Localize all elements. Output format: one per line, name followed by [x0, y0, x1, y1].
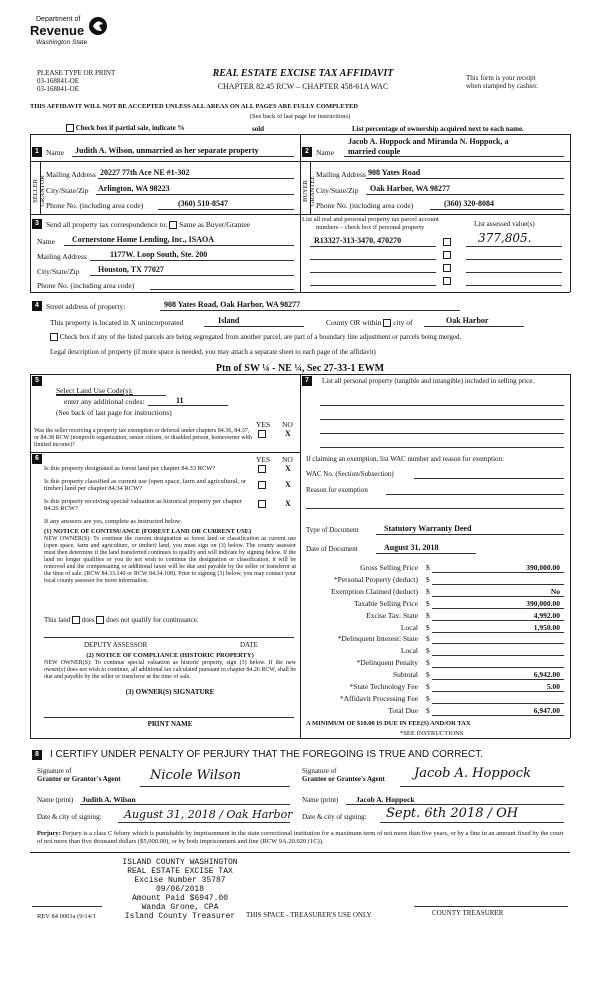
see-instructions: *SEE INSTRUCTIONS [400, 730, 464, 737]
treasurer-stamp [100, 858, 260, 921]
calc-label: Subtotal [392, 670, 418, 680]
sec6-q1-yes[interactable] [258, 465, 266, 473]
calc-dollar: $ [426, 693, 430, 703]
calc-dollar: $ [426, 586, 430, 596]
sec5-no: NO [282, 420, 293, 429]
luc-label: Select Land Use Code(s): [56, 386, 133, 395]
stamp-line-5: Amount Paid $6947.00 [131, 894, 228, 903]
seller-city: Arlington, WA 98223 [98, 184, 170, 193]
stamp-line-3: Excise Number 35787 [134, 876, 226, 885]
segregated [50, 333, 570, 341]
sec6-no: NO [282, 455, 293, 464]
notice-1-text: NEW OWNER(S): To continue the current designation as forest land or classification as current use (open space, farm and agriculture, or timber) land, you must sign on (3) below. The county assessor must then determine if the land transferred continues to qualify and will indicate by signing below. If the land no longer qualifies or you do not wish to continue the designation or classification, it will be removed and the compensating or additional taxes will be due and payable by the seller or transferor at the time of sale. (RCW 84.33.140 or RCW 84.34.108). Prior to signing (3) below, you may contact your local county assessor for more information. [44, 536, 296, 584]
does-checkbox[interactable] [72, 616, 80, 624]
form-title: REAL ESTATE EXCISE TAX AFFIDAVIT [212, 68, 394, 79]
buyer-name-2: married couple [348, 147, 401, 156]
stamp-line-6: Wanda Grone, CPA [141, 903, 219, 912]
legal-label: Legal description of property (if more space is needed, you may attach a separate sheet to each page of the affidavit) [50, 348, 376, 356]
calc-value: 4,992.00 [533, 610, 560, 620]
county-treasurer-label: COUNTY TREASURER [432, 909, 504, 917]
sec3-phone-label: Phone No. (including area code) [37, 281, 135, 290]
county-or-city [326, 318, 413, 327]
section-8-badge: 8 [32, 750, 42, 760]
calc-value: No [550, 586, 560, 596]
grantor-date-label: Date & city of signing: [37, 813, 102, 821]
seller-city-label: City/State/Zip [46, 186, 89, 195]
calc-label: *Delinquent Interest: State [337, 634, 418, 644]
exemption-label: If claiming an exemption, list WAC number and reason for exemption: [306, 455, 504, 463]
calc-value: 390,000.00 [526, 563, 560, 572]
deputy-assessor-label: DEPUTY ASSESSOR [84, 641, 148, 649]
calc-dollar: $ [426, 646, 430, 656]
parcel-number: R13327-313-3470, 470270 [314, 236, 402, 245]
ownership-note: List percentage of ownership acquired next to each name. [352, 125, 524, 133]
grantor-name: Judith A. Wilson [82, 795, 136, 804]
personal-property-checkbox-1[interactable] [443, 238, 451, 246]
grantor-sig-label-2: Grantor or Grantor's Agent [37, 775, 121, 783]
seller-phone: (360) 510-8547 [178, 199, 228, 208]
agency-line2: Revenue [30, 23, 85, 38]
section-3-badge: 3 [32, 219, 42, 229]
code-1: 03-168841-OE [37, 77, 79, 85]
sec6-q3: Is this property receiving special valuation as historical property per chapter 84.26 RCW? [44, 498, 242, 512]
land-use-code: 11 [176, 396, 184, 405]
buyer-phone-label: Phone No. (including area code) [316, 201, 414, 210]
stamp-line-4: 09/06/2018 [155, 885, 204, 894]
calc-underline [432, 632, 564, 633]
sec5-see-back: (See back of last page for instructions) [56, 408, 172, 417]
calc-dollar: $ [426, 682, 430, 691]
parcel-list-label-1: List all real and personal property tax parcel account [302, 216, 439, 223]
sec6-ifany: If any answers are yes, complete as instructed below. [44, 518, 182, 525]
grantor-sig-label-1: Signature of [37, 767, 72, 775]
calc-label: Excise Tax: State [366, 610, 418, 620]
seller-mail: 20227 77th Ace NE #1-302 [100, 168, 190, 177]
does-not-label: does not qualify for continuance. [106, 616, 199, 624]
personal-property-label: List all personal property (tangible and intangible) included in selling price. [322, 377, 535, 385]
send-correspondence [46, 220, 250, 229]
stamp-line-7: Island County Treasurer [124, 912, 236, 921]
calc-dollar: $ [426, 574, 430, 584]
sec6-q2-x: X [285, 480, 291, 489]
sec6-q2-yes[interactable] [258, 481, 266, 489]
minimum-fee: A MINIMUM OF $10.00 IS DUE IN FEE(S) AND/OR TAX [306, 720, 471, 727]
form-revision: REV 84 0001a (9/14/1 [37, 913, 96, 920]
section-7-badge: 7 [302, 376, 312, 386]
sec6-q3-x: X [285, 499, 291, 508]
section-6-badge: 6 [32, 454, 42, 464]
dor-emblem-icon [88, 16, 108, 36]
calc-label: Gross Selling Price [360, 563, 418, 572]
calc-label: Exemption Claimed (deduct) [330, 586, 418, 596]
this-land-label: This land [44, 616, 71, 624]
calc-underline [432, 667, 564, 668]
section-5-badge: 5 [32, 376, 42, 386]
sec6-q1: Is this property designated as forest land per chapter 84.33 RCW? [44, 465, 216, 472]
segregated-checkbox[interactable] [50, 333, 58, 341]
sec3-name: Cornerstone Home Lending, Inc., ISAOA [72, 235, 215, 244]
calc-underline [432, 703, 564, 704]
grantee-name-label: Name (print) [302, 796, 339, 804]
same-as-buyer-label: Same as Buyer/Grantee [179, 220, 250, 229]
sec5-question: Was the seller receiving a property tax exemption or deferral under chapters 84.36, 84.37, or 84.38 RCW (nonprofit organization, senior citizen, or disabled person, homeowner with limited income)? [34, 428, 252, 448]
grantor-date-city: August 31, 2018 / Oak Harbor [124, 808, 293, 821]
partial-sale-checkbox[interactable] [66, 124, 74, 132]
county: Island [218, 316, 240, 325]
sec5-yes-checkbox[interactable] [258, 430, 266, 438]
sec3-mail: 1177W. Loop South, Ste. 200 [110, 250, 208, 259]
receipt-2: when stamped by cashier. [466, 82, 538, 90]
buyer-city-label: City/State/Zip [316, 186, 359, 195]
sold-label: sold [252, 125, 265, 133]
calc-underline [432, 608, 564, 609]
seller-side-label: SELLER GRANTOR [32, 175, 46, 207]
parcel-list-label-2: numbers – check box if personal property [316, 224, 425, 231]
send-correspondence-label: Send all property tax correspondence to: [46, 220, 168, 229]
sec6-q2: Is this property classified as current use (open space, farm and agricultural, or timber) land per chapter 84.34 RCW? [44, 478, 247, 492]
sec6-yes: YES [256, 455, 271, 464]
agency-line3: Washington State [36, 39, 88, 46]
calc-value: 6,947.00 [533, 705, 560, 715]
date-label: DATE [240, 641, 258, 649]
sec3-city-label: City/State/Zip [37, 267, 80, 276]
seller-name: Judith A. Wilson, unmarried as her separate property [75, 146, 259, 155]
calc-underline [432, 572, 564, 573]
perjury-text: Perjury is a class C felony which is punishable by imprisonment in the state correctional institution for a maximum term of not more than five years, or by a fine in an amount fixed by the court of not more than five thousand dollars ($5,000.00), or by both imprisonment and fine (RCW 9A.20.020 (1C)). [37, 830, 564, 845]
calc-underline [432, 715, 564, 716]
calc-label: Taxable Selling Price [353, 598, 418, 608]
grantee-sig-label-2: Grantee or Grantee's Agent [302, 775, 385, 783]
notice-2-text: NEW OWNER(S): To continue special valuation as historic property, sign (3) below. If the new owner(s) does not wish to continue, all additional tax calculated pursuant to chapter 84.26 RCW, shall be due and payable by the seller or transferor at the time of sale. [44, 660, 296, 680]
section-2-badge: 2 [302, 147, 312, 157]
partial-sale [66, 124, 184, 132]
calc-dollar: $ [426, 705, 430, 715]
receipt-1: This form is your receipt [466, 74, 536, 82]
wac-label: WAC No. (Section/Subsection) [306, 470, 394, 478]
sec3-mail-label: Mailing Address [37, 252, 87, 261]
calc-label: *State Technology Fee [349, 682, 418, 691]
calc-label: *Affidavit Processing Fee [339, 693, 418, 703]
sec3-name-label: Name [37, 237, 55, 246]
doc-type: Statutory Warranty Deed [384, 524, 472, 533]
buyer-phone: (360) 320-8084 [444, 199, 494, 208]
calc-dollar: $ [426, 598, 430, 608]
notice-1-title: (1) NOTICE OF CONTINUANCE (FOREST LAND OR CURRENT USE) [44, 528, 252, 535]
treasurer-space: THIS SPACE - TREASURER'S USE ONLY [246, 911, 372, 919]
grantee-signature: Jacob A. Hoppock [414, 766, 531, 781]
see-back: (See back of last page for instructions) [249, 113, 351, 120]
segregated-label: Check box if any of the listed parcels are being segregated from another parcel, are part of a boundary line adjustment or parcels being merged. [59, 333, 462, 341]
calc-dollar: $ [426, 658, 430, 668]
personal-property-checkbox-3[interactable] [443, 264, 451, 272]
calc-label: *Delinquent Penalty [356, 658, 418, 668]
buyer-city: Oak Harbor, WA 98277 [370, 184, 451, 193]
calc-dollar: $ [426, 610, 430, 620]
seller-phone-label: Phone No. (including area code) [46, 201, 144, 210]
does-not-checkbox[interactable] [96, 616, 104, 624]
form-subtitle: CHAPTER 82.45 RCW – CHAPTER 458-61A WAC [217, 82, 389, 91]
same-as-buyer-checkbox[interactable] [169, 221, 177, 229]
city-name: Oak Harbor [446, 316, 489, 325]
calc-value: 390,000.00 [526, 598, 560, 608]
buyer-side-label: BUYER GRANTEE [302, 175, 316, 207]
section-4-badge: 4 [32, 301, 42, 311]
calc-underline [432, 691, 564, 692]
additional-codes-label: enter any additional codes: [64, 397, 145, 406]
code-2: 03-168841-OE [37, 85, 79, 93]
partial-sale-label: Check box if partial sale, indicate % [75, 124, 185, 132]
please-type: PLEASE TYPE OR PRINT [37, 69, 116, 77]
calc-underline [432, 584, 564, 585]
grantee-sig-label-1: Signature of [302, 767, 337, 775]
grantor-signature: Nicole Wilson [150, 768, 241, 783]
located-label: This property is located in X unincorporated [50, 318, 184, 327]
calc-underline [432, 679, 564, 680]
grantee-name: Jacob A. Hoppock [356, 795, 415, 804]
sec5-yes: YES [256, 420, 271, 429]
assessed-value: 377,805. [478, 231, 532, 245]
calc-dollar: $ [426, 670, 430, 680]
calc-dollar: $ [426, 622, 430, 632]
city-checkbox[interactable] [383, 319, 391, 327]
sec6-q1-x: X [285, 464, 291, 473]
grantor-name-label: Name (print) [37, 796, 74, 804]
stamp-line-2: REAL ESTATE EXCISE TAX [127, 867, 233, 876]
does-label: does [81, 616, 95, 624]
doc-type-label: Type of Document [306, 526, 359, 534]
grantee-date-label: Date & city of signing: [302, 813, 367, 821]
doc-date-label: Date of Document [306, 545, 358, 553]
owner-signature-label: (3) OWNER(S) SIGNATURE [125, 688, 215, 696]
buyer-name-label: Name [316, 148, 334, 157]
sec3-city: Houston, TX 77027 [98, 265, 164, 274]
doc-date: August 31, 2018 [384, 543, 439, 552]
print-name-label: PRINT NAME [147, 720, 193, 728]
sec6-q3-yes[interactable] [258, 500, 266, 508]
stamp-line-1: ISLAND COUNTY WASHINGTON [122, 858, 238, 867]
county-label: County OR within [326, 318, 382, 327]
seller-name-label: Name [46, 148, 64, 157]
buyer-mail-label: Mailing Address [316, 170, 366, 179]
reason-label: Reason for exemption [306, 486, 368, 494]
certify-statement: I CERTIFY UNDER PENALTY OF PERJURY THAT THE FOREGOING IS TRUE AND CORRECT. [50, 749, 484, 760]
perjury-label: Perjury: [37, 830, 61, 837]
calc-underline [432, 620, 564, 621]
assessed-label: List assessed value(s) [474, 220, 535, 228]
buyer-name-1: Jacob A. Hoppock and Miranda N. Hoppock, a [348, 137, 509, 146]
sec5-answer: X [285, 429, 291, 438]
section-1-badge: 1 [32, 147, 42, 157]
city-of-label: city of [393, 318, 413, 327]
calc-label: *Personal Property (deduct) [333, 574, 418, 584]
street-address: 908 Yates Road, Oak Harbor, WA 98277 [164, 300, 301, 309]
calc-underline [432, 655, 564, 656]
this-land-row [44, 616, 198, 624]
legal-description: Ptn of SW ¼ - NE ¼, Sec 27-33-1 EWM [215, 363, 385, 374]
personal-property-checkbox-2[interactable] [443, 251, 451, 259]
dor-logo [30, 16, 96, 50]
grantee-date-city: Sept. 6th 2018 / OH [386, 806, 519, 821]
calc-value: 1,950.00 [533, 622, 560, 632]
calc-value: 5.00 [546, 682, 560, 691]
street-label: Street address of property: [46, 302, 126, 311]
calc-underline [432, 596, 564, 597]
personal-property-checkbox-4[interactable] [443, 277, 451, 285]
calc-value: 6,942.00 [533, 670, 560, 680]
calc-label: Local [400, 622, 418, 632]
calc-dollar: $ [426, 634, 430, 644]
agency-line1: Department of [36, 16, 81, 23]
calc-underline [432, 643, 564, 644]
perjury-notice [37, 830, 567, 846]
notice-2-title: (2) NOTICE OF COMPLIANCE (HISTORIC PROPERTY) [86, 652, 254, 659]
seller-mail-label: Mailing Address [46, 170, 96, 179]
buyer-mail: 908 Yates Road [368, 168, 421, 177]
calc-dollar: $ [426, 563, 430, 572]
warning-text: THIS AFFIDAVIT WILL NOT BE ACCEPTED UNLESS ALL AREAS ON ALL PAGES ARE FULLY COMPLETED [30, 103, 358, 110]
calc-label: Total Due [388, 705, 418, 715]
calc-label: Local [400, 646, 418, 656]
